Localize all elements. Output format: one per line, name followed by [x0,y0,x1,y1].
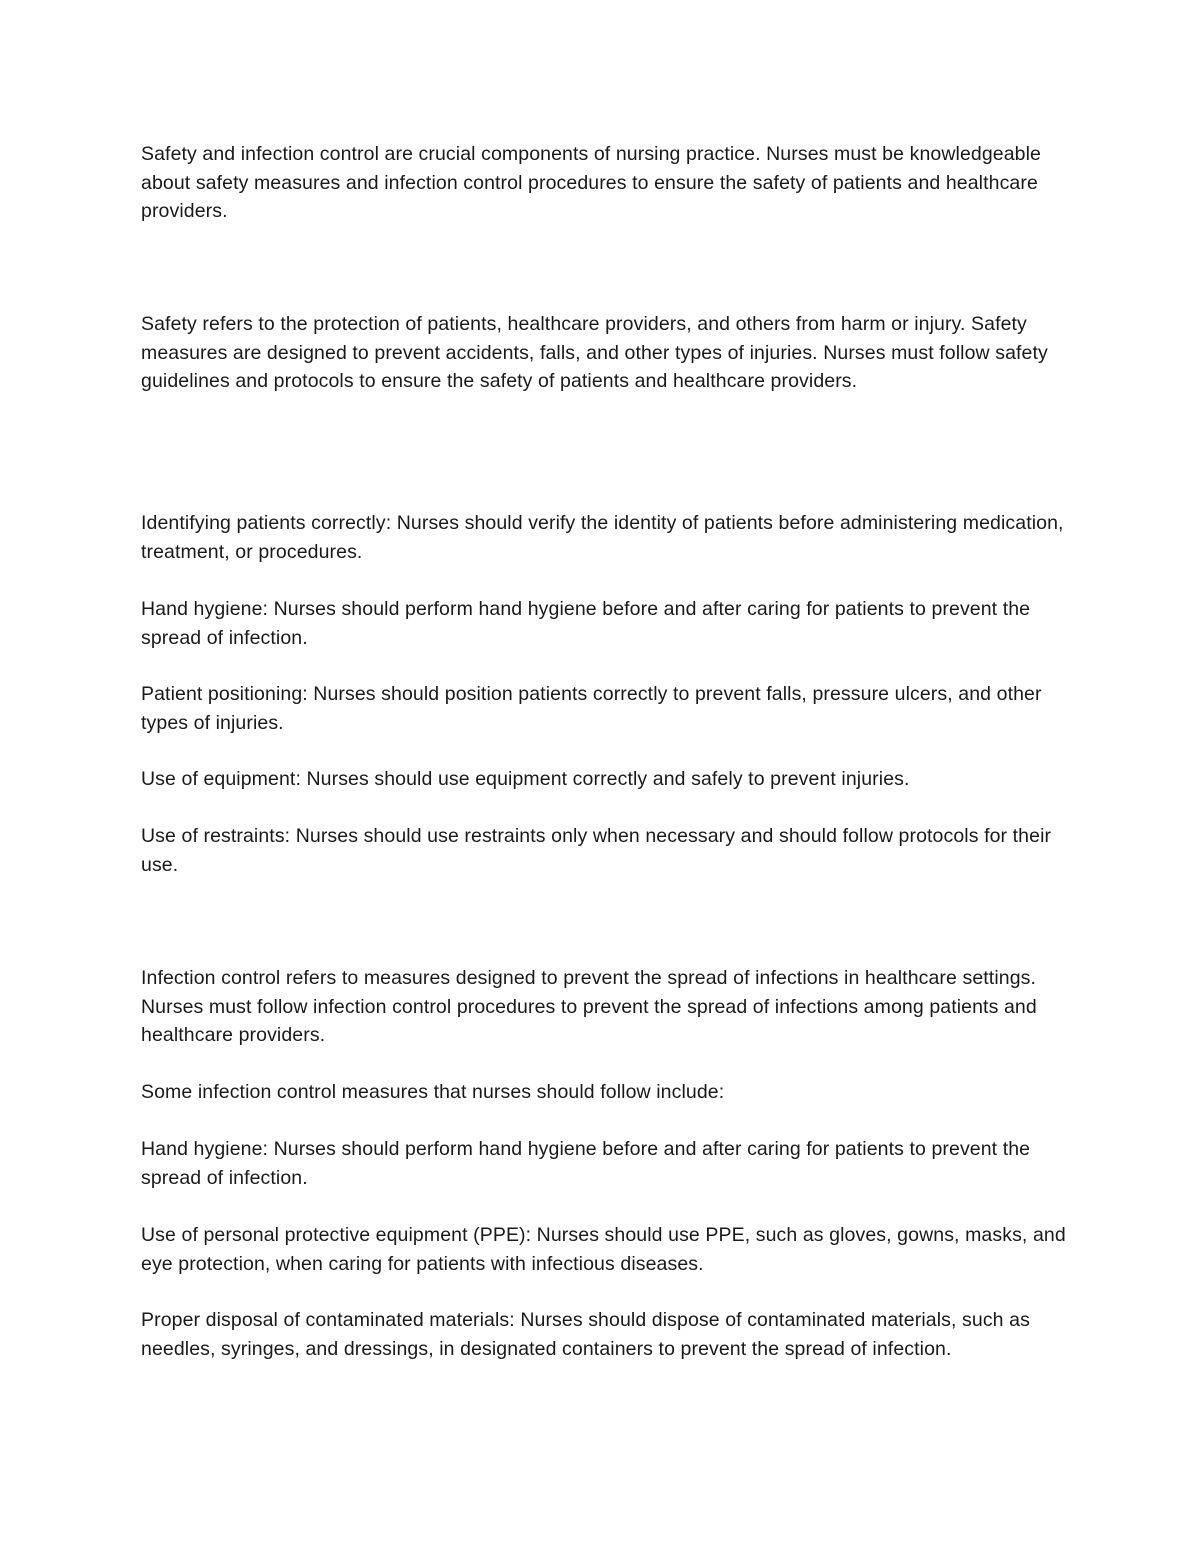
hand-hygiene-infection-paragraph: Hand hygiene: Nurses should perform hand hygiene before and after caring for patients to prevent the spread of infection. [141,1138,1031,1189]
hand-hygiene-safety-paragraph: Hand hygiene: Nurses should perform hand hygiene before and after caring for patients to prevent the spread of infection. [141,598,1031,649]
ppe-paragraph: Use of personal protective equipment (PPE): Nurses should use PPE, such as gloves, gowns, masks, and eye protection, when caring for patients with infectious diseases. [141,1224,1066,1275]
intro-paragraph: Safety and infection control are crucial components of nursing practice. Nurses must be knowledgeable about safety measures and infection control procedures to ensure the safety of patients and healthcare providers. [141,143,1041,222]
infection-measures-intro-paragraph: Some infection control measures that nurses should follow include: [141,1081,725,1103]
contaminated-disposal-paragraph: Proper disposal of contaminated materials: Nurses should dispose of contaminated materials, such as needles, syringes, and dressings, in designated containers to prevent the spread of infection. [141,1309,1030,1360]
restraints-use-paragraph: Use of restraints: Nurses should use restraints only when necessary and should follow protocols for their use. [141,825,1052,876]
equipment-use-paragraph: Use of equipment: Nurses should use equipment correctly and safely to prevent injuries. [141,768,910,790]
patient-positioning-paragraph: Patient positioning: Nurses should position patients correctly to prevent falls, pressure ulcers, and other types of injuries. [141,683,1042,734]
infection-control-definition-paragraph: Infection control refers to measures designed to prevent the spread of infections in healthcare settings. Nurses must follow infection control procedures to prevent the spread of infections among patients and healthcare providers. [141,967,1037,1046]
safety-definition-paragraph: Safety refers to the protection of patients, healthcare providers, and others from harm or injury. Safety measures are designed to prevent accidents, falls, and other types of injuries. Nurses must follow safety guidelines and protocols to ensure the safety of patients and healthcare providers. [141,313,1048,392]
patient-identification-paragraph: Identifying patients correctly: Nurses should verify the identity of patients before administering medication, treatment, or procedures. [141,512,1064,563]
